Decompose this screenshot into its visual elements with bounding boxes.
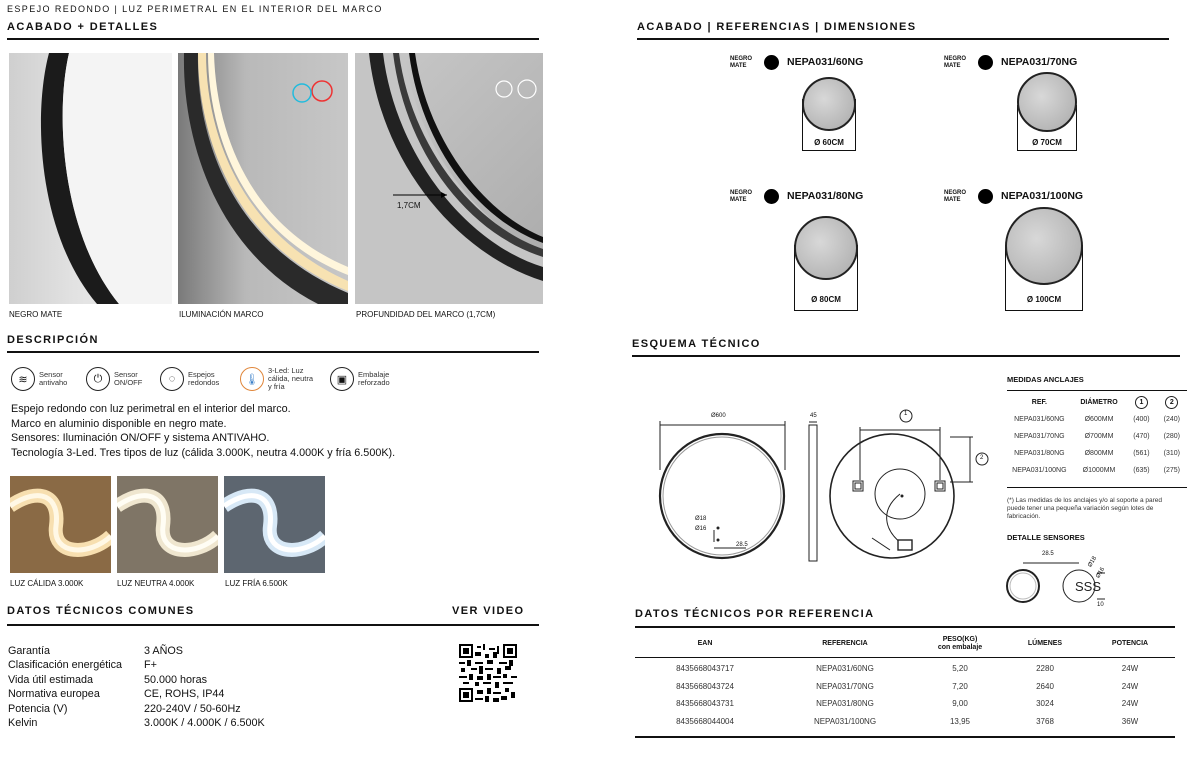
table-cell: 8435668043717 [676, 664, 734, 674]
common-value: CE, ROHS, IP44 [144, 688, 225, 700]
description-line: Sensores: Iluminación ON/OFF y sistema ANTIVAHO. [11, 432, 270, 444]
divider [7, 624, 539, 626]
table-header: EAN [697, 640, 713, 647]
sensor-d2-label: Ø16 [1095, 566, 1107, 580]
table-row [635, 713, 1175, 731]
photo-frame-depth [355, 53, 543, 304]
feature-label: reforzado [358, 378, 390, 387]
photo-caption: LUZ FRÍA 6.500K [225, 579, 288, 588]
drawing-width-label: Ø600 [711, 413, 726, 419]
feature-sensor-onoff [86, 367, 142, 391]
per-ref-table-body [635, 660, 1175, 730]
photo-neutral-light [117, 476, 218, 573]
mirror-thumbnail [794, 216, 858, 280]
table-cell: Ø1000MM [1082, 467, 1116, 474]
table-row [635, 660, 1175, 678]
table-cell: Ø600MM [1084, 416, 1114, 423]
section-refs-title: ACABADO | REFERENCIAS | DIMENSIONES [637, 21, 917, 33]
table-cell: 36W [1121, 716, 1139, 726]
finish-line: NEGRO [944, 190, 967, 196]
common-label: Kelvin [8, 717, 38, 729]
table-cell: 2280 [1036, 664, 1054, 674]
frame-depth-image [355, 53, 543, 304]
drawing-sensor-offset: 28.5 [736, 542, 748, 548]
sensor-antivaho-icon: ≋ [11, 367, 35, 391]
qr-code[interactable] [459, 644, 517, 702]
drawing-sensor-d1: Ø18 [695, 516, 707, 522]
finish-line: MATE [944, 196, 961, 203]
divider [635, 626, 1175, 628]
finish-label [730, 56, 752, 69]
per-ref-table [635, 632, 1175, 656]
common-value: 50.000 horas [144, 674, 208, 686]
table-header [1126, 394, 1156, 411]
table-cell: (470) [1133, 433, 1150, 440]
led-strip-neutral-image [117, 476, 218, 573]
sensor-glyph: SSS [1075, 579, 1102, 594]
mirror-thumbnail [1005, 207, 1083, 285]
table-header: POTENCIA [1111, 640, 1149, 647]
table-cell: 8435668043731 [676, 699, 734, 709]
photo-warm-light [10, 476, 111, 573]
box-icon: ▣ [330, 367, 354, 391]
dimension-label: Ø 100CM [1026, 295, 1062, 304]
header-line: PESO(KG) [942, 636, 978, 643]
common-label: Potencia (V) [8, 703, 68, 715]
description-line: Espejo redondo con luz perimetral en el interior del marco. [11, 403, 291, 415]
divider [632, 355, 1180, 357]
section-description-title: DESCRIPCIÓN [7, 334, 99, 346]
table-header [1157, 394, 1187, 411]
photo-cool-light [224, 476, 325, 573]
dimension-label: Ø 70CM [1032, 138, 1062, 147]
anchors-note: (*) Las medidas de los anclajes y/o al soporte a pared puede tener una pequeña variación según lotes de fabricación. [1007, 497, 1163, 520]
photo-caption: ILUMINACIÓN MARCO [179, 310, 264, 319]
thermometer-icon: 🌡 [240, 367, 264, 391]
divider [637, 38, 1169, 40]
common-value: 220-240V / 50-60Hz [144, 703, 241, 715]
table-cell: 7,20 [952, 681, 968, 691]
finish-label [944, 56, 966, 69]
feature-label: Embalaje [358, 370, 390, 379]
table-cell: 2640 [1036, 681, 1054, 691]
finish-line: NEGRO [730, 190, 753, 196]
feature-label: antivaho [39, 378, 68, 387]
finish-line: MATE [730, 62, 747, 69]
sensor-d1-label: Ø18 [1087, 555, 1099, 569]
video-link[interactable]: VER VIDEO [452, 605, 525, 617]
table-cell: (280) [1163, 433, 1180, 440]
drawing-depth-label: 45 [810, 413, 817, 419]
header-line: con embalaje [937, 644, 983, 651]
table-cell: NEPA031/70NG [1014, 433, 1065, 440]
common-label: Garantía [8, 645, 51, 657]
common-label: Normativa europea [8, 688, 100, 700]
black-swatch-icon [764, 189, 779, 204]
drawing-marker-1: 1 [904, 411, 908, 417]
feature-3-led [240, 367, 313, 391]
table-cell: 13,95 [949, 716, 971, 726]
table-cell: (635) [1133, 467, 1150, 474]
table-cell: 9,00 [952, 699, 968, 709]
table-cell: 3024 [1036, 699, 1054, 709]
photo-illuminated-frame [178, 53, 348, 304]
feature-sensor-antivaho [11, 367, 67, 391]
description-line: Marco en aluminio disponible en negro mate. [11, 417, 227, 430]
drawing-sensor-d2: Ø16 [695, 526, 707, 532]
description-line: Tecnología 3-Led. Tres tipos de luz (cálida 3.000K, neutra 4.000K y fría 6.500K). [11, 446, 396, 459]
mirror-thumbnail [1017, 72, 1077, 132]
dimension-label: Ø 60CM [814, 138, 844, 147]
finish-line: NEGRO [730, 56, 753, 62]
table-cell: 5,20 [952, 664, 968, 674]
section-per-ref-title: DATOS TÉCNICOS POR REFERENCIA [635, 608, 875, 620]
table-cell: 8435668044004 [676, 716, 734, 726]
table-cell: NEPA031/60NG [816, 664, 874, 674]
photo-black-frame [9, 53, 172, 304]
illuminated-frame-image [178, 53, 348, 304]
table-cell: (561) [1133, 450, 1150, 457]
table-cell: NEPA031/100NG [1012, 467, 1067, 474]
table-cell: (400) [1133, 416, 1150, 423]
table-cell: Ø700MM [1084, 433, 1114, 440]
ref-code: NEPA031/100NG [1001, 190, 1084, 202]
feature-label: Sensor [39, 370, 63, 379]
finish-label [944, 190, 966, 203]
feature-round-mirrors [160, 367, 219, 391]
ref-card [730, 53, 930, 163]
ref-code: NEPA031/60NG [787, 56, 864, 68]
black-swatch-icon [978, 189, 993, 204]
finish-line: MATE [944, 62, 961, 69]
top-title: ESPEJO REDONDO | LUZ PERIMETRAL EN EL INTERIOR DEL MARCO [7, 4, 383, 14]
black-swatch-icon [978, 55, 993, 70]
common-value: 3 AÑOS [144, 645, 184, 657]
common-value: 3.000K / 4.000K / 6.500K [144, 717, 265, 729]
finish-line: MATE [730, 196, 747, 203]
qr-code-image [459, 644, 517, 702]
table-cell: NEPA031/80NG [816, 699, 874, 709]
black-swatch-icon [764, 55, 779, 70]
divider [1007, 487, 1187, 488]
table-cell: 8435668043724 [676, 681, 734, 691]
drawing-marker-2: 2 [980, 455, 984, 461]
feature-label: Espejos [188, 370, 215, 379]
table-header: REF. [1031, 399, 1047, 406]
table-header-row [1007, 394, 1187, 411]
section-common-title: DATOS TÉCNICOS COMUNES [7, 605, 195, 617]
table-cell: (275) [1163, 467, 1180, 474]
divider [635, 657, 1175, 658]
section-finish-title: ACABADO + DETALLES [7, 21, 159, 33]
anchors-title: MEDIDAS ANCLAJES [1007, 375, 1084, 384]
table-row [1007, 411, 1187, 428]
photo-caption: LUZ NEUTRA 4.000K [117, 579, 195, 588]
feature-label: ON/OFF [114, 378, 143, 387]
anchors-table [1007, 394, 1187, 479]
sensor-height-label: 10 [1097, 602, 1104, 608]
table-cell: 24W [1121, 681, 1139, 691]
black-frame-image [9, 53, 172, 304]
table-header: REFERENCIA [822, 640, 868, 647]
common-label: Clasificación energética [8, 659, 123, 671]
power-icon: ⏻ [86, 367, 110, 391]
table-header: DIÁMETRO [1080, 399, 1118, 406]
marker-1-icon: 1 [1135, 396, 1148, 409]
feature-label: 3-Led: Luz [268, 366, 304, 375]
common-label: Vida útil estimada [8, 674, 94, 686]
divider [635, 736, 1175, 738]
table-cell: (240) [1163, 416, 1180, 423]
finish-label [730, 190, 752, 203]
table-header [915, 632, 1005, 656]
feature-packaging [330, 367, 390, 391]
photo-caption: PROFUNDIDAD DEL MARCO (1,7CM) [356, 310, 496, 319]
table-row [1007, 462, 1187, 479]
photo-caption: LUZ CÁLIDA 3.000K [10, 579, 84, 588]
sensor-offset-label: 28.5 [1042, 551, 1054, 557]
ref-card [944, 53, 1144, 163]
feature-label: Sensor [114, 370, 138, 379]
table-cell: 24W [1121, 664, 1139, 674]
marker-2-icon: 2 [1165, 396, 1178, 409]
feature-label: y fría [268, 382, 285, 391]
table-cell: Ø800MM [1084, 450, 1114, 457]
sensors-title: DETALLE SENSORES [1007, 533, 1085, 542]
sensor-detail-drawing [1003, 553, 1123, 611]
led-strip-cool-image [224, 476, 325, 573]
table-cell: NEPA031/70NG [816, 681, 874, 691]
table-cell: (310) [1163, 450, 1180, 457]
ref-code: NEPA031/70NG [1001, 56, 1078, 68]
photo-caption: NEGRO MATE [9, 310, 63, 319]
ref-code: NEPA031/80NG [787, 190, 864, 202]
section-scheme-title: ESQUEMA TÉCNICO [632, 338, 761, 350]
feature-label: cálida, neutra [268, 374, 314, 383]
divider [1007, 390, 1187, 391]
table-cell: 24W [1121, 699, 1139, 709]
table-header: LÚMENES [1027, 640, 1063, 647]
common-value: F+ [144, 659, 157, 671]
table-row [1007, 428, 1187, 445]
technical-drawing [650, 400, 1000, 570]
table-row [635, 695, 1175, 713]
table-row [1007, 445, 1187, 462]
divider [7, 38, 539, 40]
table-cell: NEPA031/60NG [1014, 416, 1065, 423]
dimension-label: Ø 80CM [811, 295, 841, 304]
led-strip-warm-image [10, 476, 111, 573]
ref-card [944, 187, 1144, 312]
frame-depth-measure: 1,7CM [397, 201, 421, 210]
divider [7, 351, 539, 353]
table-row [635, 678, 1175, 696]
description-text [11, 402, 395, 460]
round-mirror-icon: ◌ [160, 367, 184, 391]
ref-card [730, 187, 930, 312]
mirror-thumbnail [802, 77, 856, 131]
table-cell: NEPA031/80NG [1014, 450, 1065, 457]
feature-label: redondos [188, 378, 220, 387]
finish-line: NEGRO [944, 56, 967, 62]
table-cell: 3768 [1036, 716, 1054, 726]
table-cell: NEPA031/100NG [813, 716, 877, 726]
table-header-row [635, 632, 1175, 656]
